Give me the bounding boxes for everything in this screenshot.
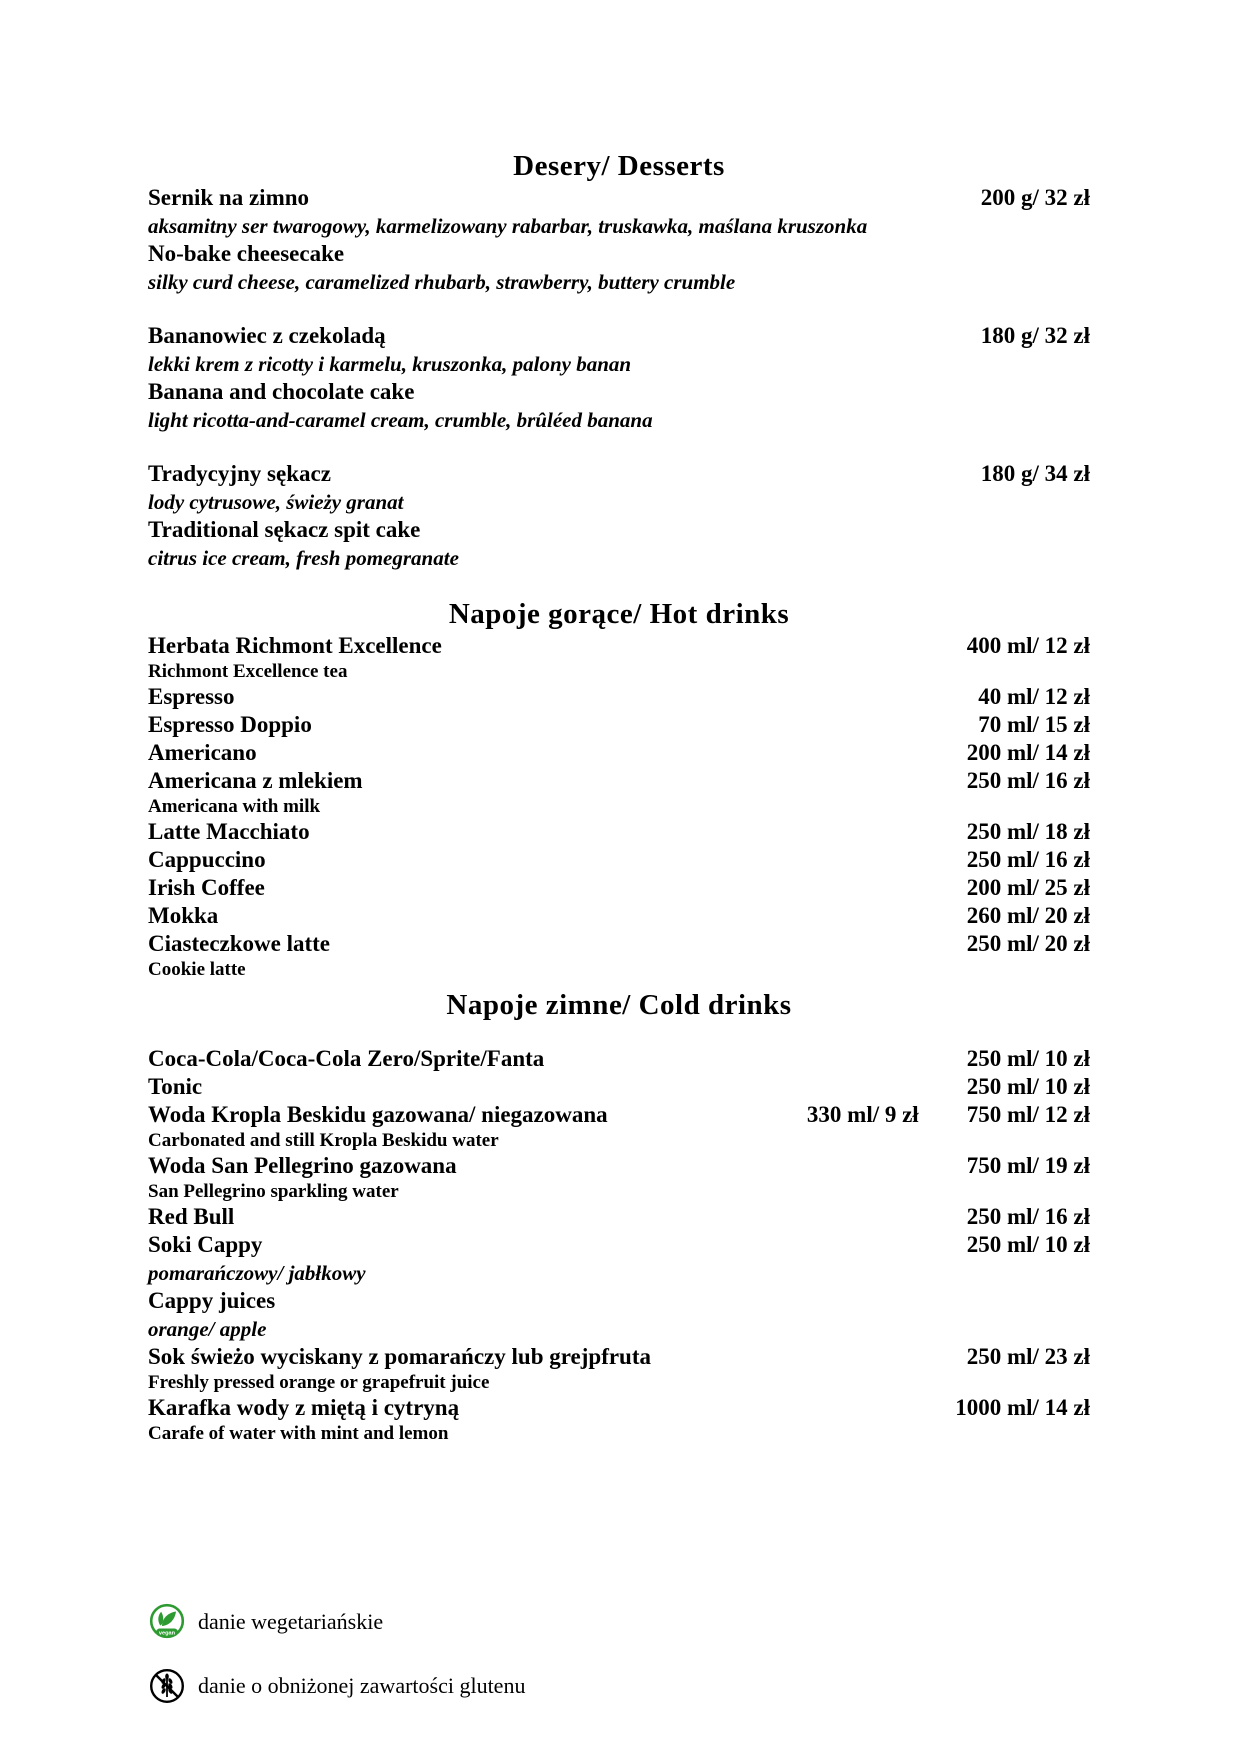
menu-item-row bbox=[148, 1394, 1090, 1422]
item-subline: Carbonated and still Kropla Beskidu water bbox=[148, 1130, 499, 1151]
vegan-icon bbox=[148, 1603, 186, 1641]
legend-label: danie wegetariańskie bbox=[198, 1609, 384, 1634]
item-price: 250 ml/ 16 zł bbox=[966, 768, 1090, 793]
item-name: Herbata Richmont Excellence bbox=[148, 633, 442, 658]
item-price: 200 g/ 32 zł bbox=[980, 185, 1090, 210]
item-price: 750 ml/ 12 zł bbox=[966, 1102, 1090, 1127]
menu-item bbox=[148, 739, 1090, 767]
item-subline: San Pellegrino sparkling water bbox=[148, 1181, 399, 1202]
menu-section bbox=[148, 148, 1090, 572]
item-name: Sok świeżo wyciskany z pomarańczy lub grejpfruta bbox=[148, 1344, 652, 1369]
item-name: Bananowiec z czekoladą bbox=[148, 323, 386, 348]
menu-item-row bbox=[148, 739, 1090, 767]
item-price: 750 ml/ 19 zł bbox=[966, 1153, 1090, 1178]
menu-item-row bbox=[148, 1073, 1090, 1101]
item-subline: Freshly pressed orange or grapefruit juice bbox=[148, 1372, 490, 1393]
item-price: 250 ml/ 10 zł bbox=[966, 1074, 1090, 1099]
menu-item bbox=[148, 322, 1090, 434]
menu-item-row bbox=[148, 1203, 1090, 1231]
item-name: Red Bull bbox=[148, 1204, 235, 1229]
menu-item bbox=[148, 1045, 1090, 1073]
menu-item bbox=[148, 818, 1090, 846]
menu-item bbox=[148, 460, 1090, 572]
item-subline: silky curd cheese, caramelized rhubarb, strawberry, buttery crumble bbox=[148, 270, 736, 294]
item-subline: aksamitny ser twarogowy, karmelizowany rabarbar, truskawka, maślana kruszonka bbox=[148, 214, 868, 238]
menu-item-row bbox=[148, 632, 1090, 660]
menu-item-row bbox=[148, 767, 1090, 795]
item-price: 1000 ml/ 14 zł bbox=[955, 1395, 1090, 1420]
item-name: Americano bbox=[148, 740, 257, 765]
item-subline: Richmont Excellence tea bbox=[148, 661, 348, 682]
item-price: 180 g/ 34 zł bbox=[980, 461, 1090, 486]
item-subline: Americana with milk bbox=[148, 796, 321, 817]
item-subline: lody cytrusowe, świeży granat bbox=[148, 490, 404, 514]
menu-item bbox=[148, 1152, 1090, 1203]
legend-label: danie o obniżonej zawartości glutenu bbox=[198, 1673, 526, 1698]
item-name: Espresso bbox=[148, 684, 235, 709]
item-price: 200 ml/ 14 zł bbox=[966, 740, 1090, 765]
item-subline: light ricotta-and-caramel cream, crumble, brûléed banana bbox=[148, 408, 653, 432]
menu-item-row bbox=[148, 711, 1090, 739]
item-price: 400 ml/ 12 zł bbox=[966, 633, 1090, 658]
menu-item bbox=[148, 930, 1090, 981]
item-list bbox=[148, 1023, 1090, 1445]
menu-item bbox=[148, 1231, 1090, 1343]
item-name: Tradycyjny sękacz bbox=[148, 461, 331, 486]
item-price: 250 ml/ 10 zł bbox=[966, 1046, 1090, 1071]
item-name: Woda San Pellegrino gazowana bbox=[148, 1153, 457, 1178]
item-subline: lekki krem z ricotty i karmelu, kruszonka, palony banan bbox=[148, 352, 632, 376]
menu-item bbox=[148, 1203, 1090, 1231]
item-name: Tonic bbox=[148, 1074, 203, 1099]
item-mid-price: 330 ml/ 9 zł bbox=[806, 1102, 919, 1127]
item-list bbox=[148, 632, 1090, 981]
item-price: 70 ml/ 15 zł bbox=[978, 712, 1090, 737]
item-price: 250 ml/ 16 zł bbox=[966, 1204, 1090, 1229]
menu-item-row bbox=[148, 184, 1090, 212]
legend-row bbox=[148, 1603, 1090, 1641]
item-price: 260 ml/ 20 zł bbox=[966, 903, 1090, 928]
menu-item bbox=[148, 632, 1090, 683]
item-name: Americana z mlekiem bbox=[148, 768, 363, 793]
item-subline: pomarańczowy/ jabłkowy bbox=[148, 1261, 366, 1285]
menu-section bbox=[148, 596, 1090, 981]
menu-sections bbox=[148, 148, 1090, 1445]
item-name: Irish Coffee bbox=[148, 875, 265, 900]
menu-item-row bbox=[148, 322, 1090, 350]
legend bbox=[148, 1603, 1090, 1705]
menu-item-row bbox=[148, 846, 1090, 874]
item-price: 180 g/ 32 zł bbox=[980, 323, 1090, 348]
menu-item bbox=[148, 846, 1090, 874]
item-price: 250 ml/ 16 zł bbox=[966, 847, 1090, 872]
menu-item-row bbox=[148, 930, 1090, 958]
item-subline: Cappy juices bbox=[148, 1288, 276, 1313]
menu-item bbox=[148, 1073, 1090, 1101]
section-heading: Napoje gorące/ Hot drinks bbox=[448, 598, 790, 630]
menu-item bbox=[148, 184, 1090, 296]
item-name: Karafka wody z miętą i cytryną bbox=[148, 1395, 460, 1420]
item-list bbox=[148, 184, 1090, 572]
item-price: 250 ml/ 23 zł bbox=[966, 1344, 1090, 1369]
menu-section bbox=[148, 987, 1090, 1445]
legend-row bbox=[148, 1667, 1090, 1705]
item-subline: No-bake cheesecake bbox=[148, 241, 345, 266]
item-name: Cappuccino bbox=[148, 847, 266, 872]
section-heading: Napoje zimne/ Cold drinks bbox=[446, 989, 792, 1021]
menu-item-row bbox=[148, 1045, 1090, 1073]
item-name: Mokka bbox=[148, 903, 219, 928]
item-subline: Banana and chocolate cake bbox=[148, 379, 415, 404]
item-subline: Carafe of water with mint and lemon bbox=[148, 1423, 449, 1444]
item-name: Soki Cappy bbox=[148, 1232, 263, 1257]
gluten-free-icon bbox=[148, 1667, 186, 1705]
menu-item bbox=[148, 683, 1090, 711]
item-name: Sernik na zimno bbox=[148, 185, 310, 210]
item-name: Coca-Cola/Coca-Cola Zero/Sprite/Fanta bbox=[148, 1046, 545, 1071]
item-subline: Cookie latte bbox=[148, 959, 246, 980]
menu-item-row bbox=[148, 683, 1090, 711]
menu-item-row bbox=[148, 1343, 1090, 1371]
item-price: 250 ml/ 20 zł bbox=[966, 931, 1090, 956]
svg-text:vegan: vegan bbox=[158, 1630, 176, 1637]
menu-item bbox=[148, 1394, 1090, 1445]
menu-item bbox=[148, 711, 1090, 739]
menu-item bbox=[148, 902, 1090, 930]
menu-item bbox=[148, 767, 1090, 818]
item-subline: orange/ apple bbox=[148, 1317, 267, 1341]
item-subline: citrus ice cream, fresh pomegranate bbox=[148, 546, 459, 570]
section-heading: Desery/ Desserts bbox=[513, 150, 725, 182]
item-name: Ciasteczkowe latte bbox=[148, 931, 331, 956]
menu-item-row bbox=[148, 874, 1090, 902]
item-price: 40 ml/ 12 zł bbox=[978, 684, 1090, 709]
item-name: Latte Macchiato bbox=[148, 819, 310, 844]
menu-item-row bbox=[148, 460, 1090, 488]
menu-item-row bbox=[148, 818, 1090, 846]
menu-item bbox=[148, 874, 1090, 902]
item-price: 250 ml/ 18 zł bbox=[966, 819, 1090, 844]
item-name: Woda Kropla Beskidu gazowana/ niegazowana bbox=[148, 1102, 608, 1127]
menu-item-row bbox=[148, 1101, 1090, 1129]
item-name: Espresso Doppio bbox=[148, 712, 312, 737]
item-price: 250 ml/ 10 zł bbox=[966, 1232, 1090, 1257]
menu-item-row bbox=[148, 1231, 1090, 1259]
menu-item bbox=[148, 1101, 1090, 1152]
item-subline: Traditional sękacz spit cake bbox=[148, 517, 421, 542]
menu-item bbox=[148, 1343, 1090, 1394]
menu-item-row bbox=[148, 902, 1090, 930]
item-price: 200 ml/ 25 zł bbox=[966, 875, 1090, 900]
menu-item-row bbox=[148, 1152, 1090, 1180]
